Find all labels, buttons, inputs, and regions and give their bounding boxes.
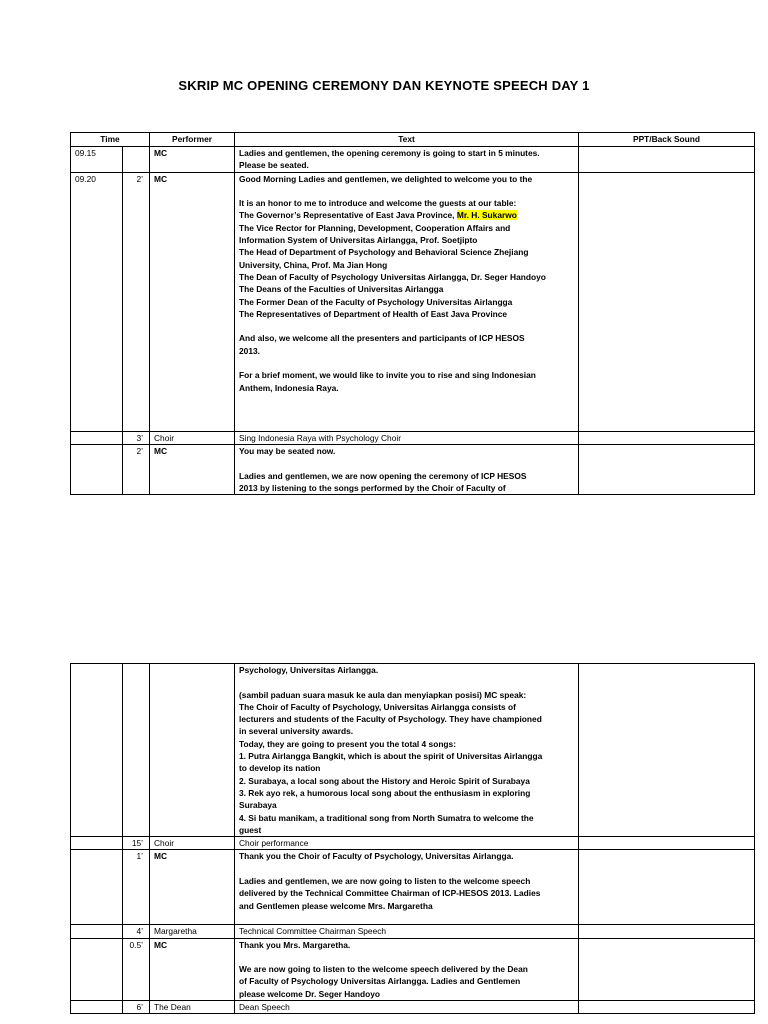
- time-cell: [71, 850, 123, 925]
- script-table-page-1: [70, 132, 755, 495]
- duration-cell: 1’: [123, 850, 150, 925]
- ppt-cell: [579, 664, 755, 837]
- ppt-cell: [579, 147, 755, 173]
- performer-cell: MC: [150, 445, 235, 495]
- duration-cell: [123, 664, 150, 837]
- time-cell: [71, 431, 123, 444]
- header-time: Time: [71, 133, 150, 147]
- performer-cell: MC: [150, 172, 235, 431]
- table-row: [71, 445, 755, 495]
- highlighted-name: Mr. H. Sukarwo: [456, 210, 517, 221]
- table-header-row: [71, 133, 755, 147]
- ppt-cell: [579, 1001, 755, 1014]
- duration-cell: 15’: [123, 837, 150, 850]
- time-cell: [71, 938, 123, 1000]
- ppt-cell: [579, 925, 755, 938]
- performer-cell: Choir: [150, 837, 235, 850]
- table-row: [71, 431, 755, 444]
- performer-cell: The Dean: [150, 1001, 235, 1014]
- duration-cell: 2’: [123, 445, 150, 495]
- table-row: [71, 664, 755, 837]
- duration-cell: 0.5’: [123, 938, 150, 1000]
- document-title: SKRIP MC OPENING CEREMONY DAN KEYNOTE SPEECH DAY 1: [178, 78, 590, 93]
- table-row: [71, 925, 755, 938]
- performer-cell: MC: [150, 850, 235, 925]
- duration-cell: 6’: [123, 1001, 150, 1014]
- text-cell: Thank you Mrs. Margaretha. We are now going to listen to the welcome speech delivered by the Dean of Faculty of Psychology Universitas Airlangga. Ladies and Gentlemen please welcome Dr. Seger Handoyo: [235, 938, 579, 1000]
- performer-cell: [150, 664, 235, 837]
- text-cell: You may be seated now. Ladies and gentlemen, we are now opening the ceremony of ICP HESOS 2013 by listening to the songs performed by the Choir of Faculty of: [235, 445, 579, 495]
- performer-cell: MC: [150, 147, 235, 173]
- time-cell: [71, 1001, 123, 1014]
- duration-cell: 4’: [123, 925, 150, 938]
- performer-cell: MC: [150, 938, 235, 1000]
- ppt-cell: [579, 850, 755, 925]
- text-cell: Dean Speech: [235, 1001, 579, 1014]
- ppt-cell: [579, 837, 755, 850]
- time-cell: [71, 925, 123, 938]
- table-row: [71, 172, 755, 431]
- text-cell: Thank you the Choir of Faculty of Psychology, Universitas Airlangga. Ladies and gentlemen, we are now going to listen to the welcome speech delivered by the Technical Committee Chairman of ICP-HESOS 2013. Ladies and Gentlemen please welcome Mrs. Margaretha: [235, 850, 579, 925]
- table-row: [71, 147, 755, 173]
- text-cell: Sing Indonesia Raya with Psychology Choir: [235, 431, 579, 444]
- script-table-page-2: [70, 663, 755, 1014]
- ppt-cell: [579, 431, 755, 444]
- ppt-cell: [579, 172, 755, 431]
- header-performer: Performer: [150, 133, 235, 147]
- time-cell: 09.15: [71, 147, 123, 173]
- table-row: [71, 938, 755, 1000]
- header-ppt: PPT/Back Sound: [579, 133, 755, 147]
- ppt-cell: [579, 938, 755, 1000]
- duration-cell: 3’: [123, 431, 150, 444]
- text-cell: Good Morning Ladies and gentlemen, we delighted to welcome you to the It is an honor to me to introduce and welcome the guests at our table: The Governor’s Representative of East Java Province, Mr. H. Sukarwo The Vice Rector for Planning, Development, Cooperation Affairs and Information System of Universitas Airlangga, Prof. Soetjipto The Head of Department of Psychology and Behavioral Science Zhejiang University, China, Prof. Ma Jian Hong The Dean of Faculty of Psychology Universitas Airlangga, Dr. Seger Handoyo The Deans of the Faculties of Universitas Airlangga The Former Dean of the Faculty of Psychology Universitas Airlangga The Representatives of Department of Health of East Java Province And also, we welcome all the presenters and participants of ICP HESOS 2013. For a brief moment, we would like to invite you to rise and sing Indonesian Anthem, Indonesia Raya.: [235, 172, 579, 431]
- governor-line: The Governor’s Representative of East Java Province, Mr. H. Sukarwo: [239, 210, 517, 221]
- ppt-cell: [579, 445, 755, 495]
- header-text: Text: [235, 133, 579, 147]
- duration-cell: 2’: [123, 172, 150, 431]
- time-cell: [71, 445, 123, 495]
- time-cell: [71, 837, 123, 850]
- time-cell: 09.20: [71, 172, 123, 431]
- performer-cell: Choir: [150, 431, 235, 444]
- performer-cell: Margaretha: [150, 925, 235, 938]
- text-cell: Ladies and gentlemen, the opening ceremony is going to start in 5 minutes. Please be seated.: [235, 147, 579, 173]
- text-cell: Psychology, Universitas Airlangga. (sambil paduan suara masuk ke aula dan menyiapkan posisi) MC speak: The Choir of Faculty of Psychology, Universitas Airlangga consists of lecturers and students of the Faculty of Psychology. They have championed in several university awards. Today, they are going to present you the total 4 songs: 1. Putra Airlangga Bangkit, which is about the spirit of Universitas Airlangga to develop its nation 2. Surabaya, a local song about the History and Heroic Spirit of Surabaya 3. Rek ayo rek, a humorous local song about the enthusiasm in exploring Surabaya 4. Si batu manikam, a traditional song from North Sumatra to welcome the guest: [235, 664, 579, 837]
- table-row: [71, 1001, 755, 1014]
- text-cell: Technical Committee Chairman Speech: [235, 925, 579, 938]
- duration-cell: [123, 147, 150, 173]
- table-row: [71, 850, 755, 925]
- time-cell: [71, 664, 123, 837]
- text-cell: Choir performance: [235, 837, 579, 850]
- table-row: [71, 837, 755, 850]
